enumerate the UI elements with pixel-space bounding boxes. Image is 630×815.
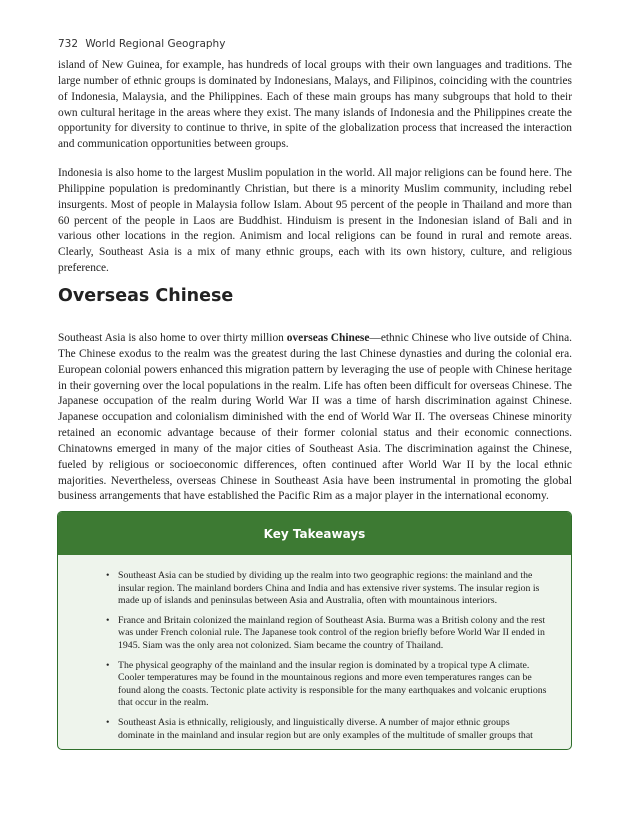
list-item: [106, 570, 547, 608]
paragraph-text: Southeast Asia is also home to over thirty million: [58, 332, 287, 344]
list-item: [106, 659, 547, 710]
key-takeaways-box: [57, 511, 572, 750]
bullet-icon: •: [106, 716, 110, 728]
body-paragraph: Indonesia is also home to the largest Muslim population in the world. All major religions can be found here. The Philippine population is predominantly Christian, but there is a minority Muslim community, including rebel insurgents. Most of people in Malaysia follow Islam. About 95 percent of the people in Thailand and more than 60 percent of the people in Laos are Buddhist. Hinduism is present in the Indonesian island of Bali and in various other locations in the region. Animism and local religions can be found in rural and remote areas. Clearly, Southeast Asia is a mix of many ethnic groups, each with its own history, culture, and religious preference.: [58, 167, 572, 275]
list-item: [106, 716, 547, 742]
list-item-text: Southeast Asia can be studied by dividing up the realm into two geographic regions: the mainland and the insular region. The mainland borders China and India and has extensive river systems. The insular region is made up of islands and peninsulas between Asia and Australia, often with mountainous interiors.: [118, 570, 540, 607]
bullet-icon: •: [106, 570, 110, 581]
list-item-text: Southeast Asia is ethnically, religiously, and linguistically diverse. A number of major ethnic groups dominate in the mainland and insular region but are only examples of the multitude of smaller groups that: [118, 716, 533, 741]
list-item-text: The physical geography of the mainland and the insular region is dominated by a tropical type A climate. Cooler temperatures may be found in the mountainous regions and more even temperatures ranges can be found along the coasts. Tectonic plate activity is responsible for the many earthquakes and volcanic eruptions that occur in the realm.: [118, 659, 547, 709]
takeaways-list: [58, 555, 571, 742]
section-title: Overseas Chinese: [58, 286, 234, 306]
book-title: World Regional Geography: [85, 38, 226, 50]
paragraph-text: —ethnic Chinese who live outside of China. The Chinese exodus to the realm was the greatest during the last Chinese dynasties and during the colonial era. European colonial powers enhanced this migration pattern by leveraging the use of people with Chinese heritage in their governing over the local populations in the realm. Life has often been difficult for overseas Chinese. The Japanese occupation of the realm during World War II was a time of harsh discrimination against Chinese. Japanese occupation and colonialism diminished with the end of World War II. The overseas Chinese minority retained an economic advantage because of their former colonial status and their economic connections. Chinatowns emerged in many of the major cities of Southeast Asia. The discrimination against the Chinese, fueled by religious or socioeconomic differences, often continued after World War II by the local ethnic majorities. Nevertheless, overseas Chinese in Southeast Asia have been instrumental in promoting the global business arrangements that have established the Pacific Rim as a major player in the international economy.: [58, 332, 572, 503]
page-number: 732: [58, 38, 79, 50]
bullet-icon: •: [106, 659, 110, 671]
list-item: [106, 614, 547, 653]
list-item-text: France and Britain colonized the mainland region of Southeast Asia. Burma was a British colony and the rest was under French colonial rule. The Japanese took control of the region briefly before World War II ended in 1945. Siam was the only area not colonized. Siam became the country of Thailand.: [118, 614, 546, 651]
key-takeaways-title: Key Takeaways: [58, 512, 571, 555]
body-paragraph: [58, 331, 572, 505]
running-header: [58, 38, 225, 50]
key-term: overseas Chinese: [286, 332, 370, 344]
body-paragraph: island of New Guinea, for example, has hundreds of local groups with their own languages and traditions. The large number of ethnic groups is dominated by Indonesians, Malays, and Filipinos, coinciding with the countries of Indonesia, Malaysia, and the Philippines. Each of these main groups has many subgroups that hold to their own cultural heritage in the areas where they exist. The many islands of Indonesia and the Philippines create the opportunity for diversity to continue to thrive, in spite of the globalization process that increased the interaction and communication opportunities between groups.: [58, 59, 572, 151]
bullet-icon: •: [106, 614, 110, 626]
